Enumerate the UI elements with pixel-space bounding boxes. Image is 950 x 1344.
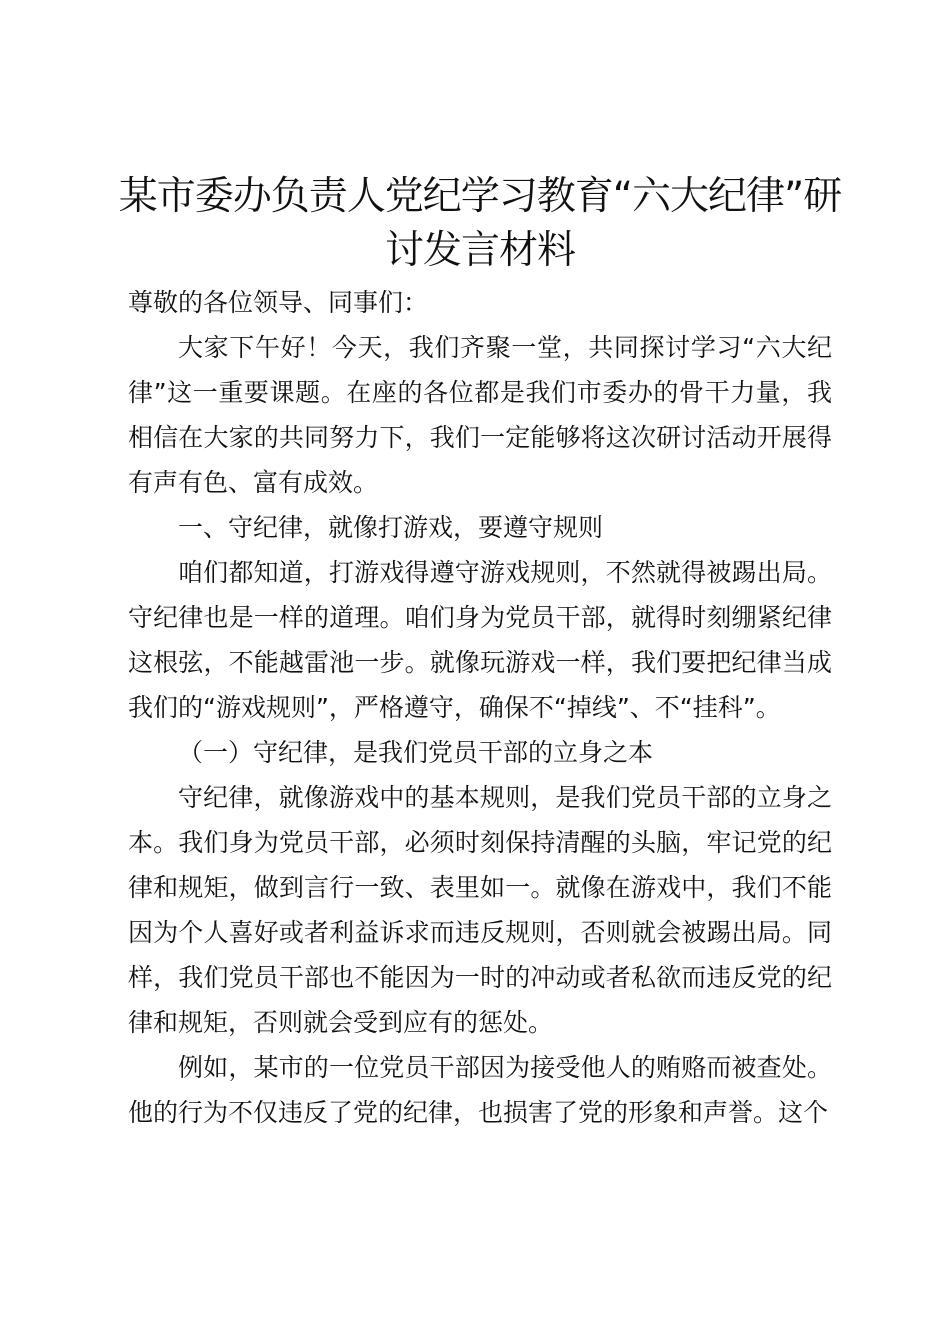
subsection-heading-1: （一）守纪律，是我们党员干部的立身之本 [178,738,654,767]
paragraph-subsection-1: 守纪律，就像游戏中的基本规则，是我们党员干部的立身之本。我们身为党员干部，必须时刻保持清醒的头脑，牢记党的纪律和规矩，做到言行一致、表里如一。就像在游戏中，我们不能因为个人喜好或者利益诉求而违反规则，否则就会被踢出局。同样，我们党员干部也不能因为一时的冲动或者私欲而违反党的纪律和规矩，否则就会受到应有的惩处。 [128,783,832,1037]
paragraph-example: 例如，某市的一位党员干部因为接受他人的贿赂而被查处。他的行为不仅违反了党的纪律，也损害了党的形象和声誉。这个 [128,1053,832,1127]
section-heading-1: 一、守纪律，就像打游戏，要遵守规则 [178,513,604,542]
document-title: 某市委办负责人党纪学习教育“六大纪律”研讨发言材料 [118,174,842,273]
salutation: 尊敬的各位领导、同事们： [128,288,429,317]
paragraph-section-1: 咱们都知道，打游戏得遵守游戏规则，不然就得被踢出局。守纪律也是一样的道理。咱们身为党员干部，就得时刻绷紧纪律这根弦，不能越雷池一步。就像玩游戏一样，我们要把纪律当成我们的“游戏规则”，严格遵守，确保不“掉线”、不“挂科”。 [128,558,832,722]
document-page [118,170,842,1135]
paragraph-intro: 大家下午好！今天，我们齐聚一堂，共同探讨学习“六大纪律”这一重要课题。在座的各位都是我们市委办的骨干力量，我相信在大家的共同努力下，我们一定能够将这次研讨活动开展得有声有色、富有成效。 [128,333,832,497]
